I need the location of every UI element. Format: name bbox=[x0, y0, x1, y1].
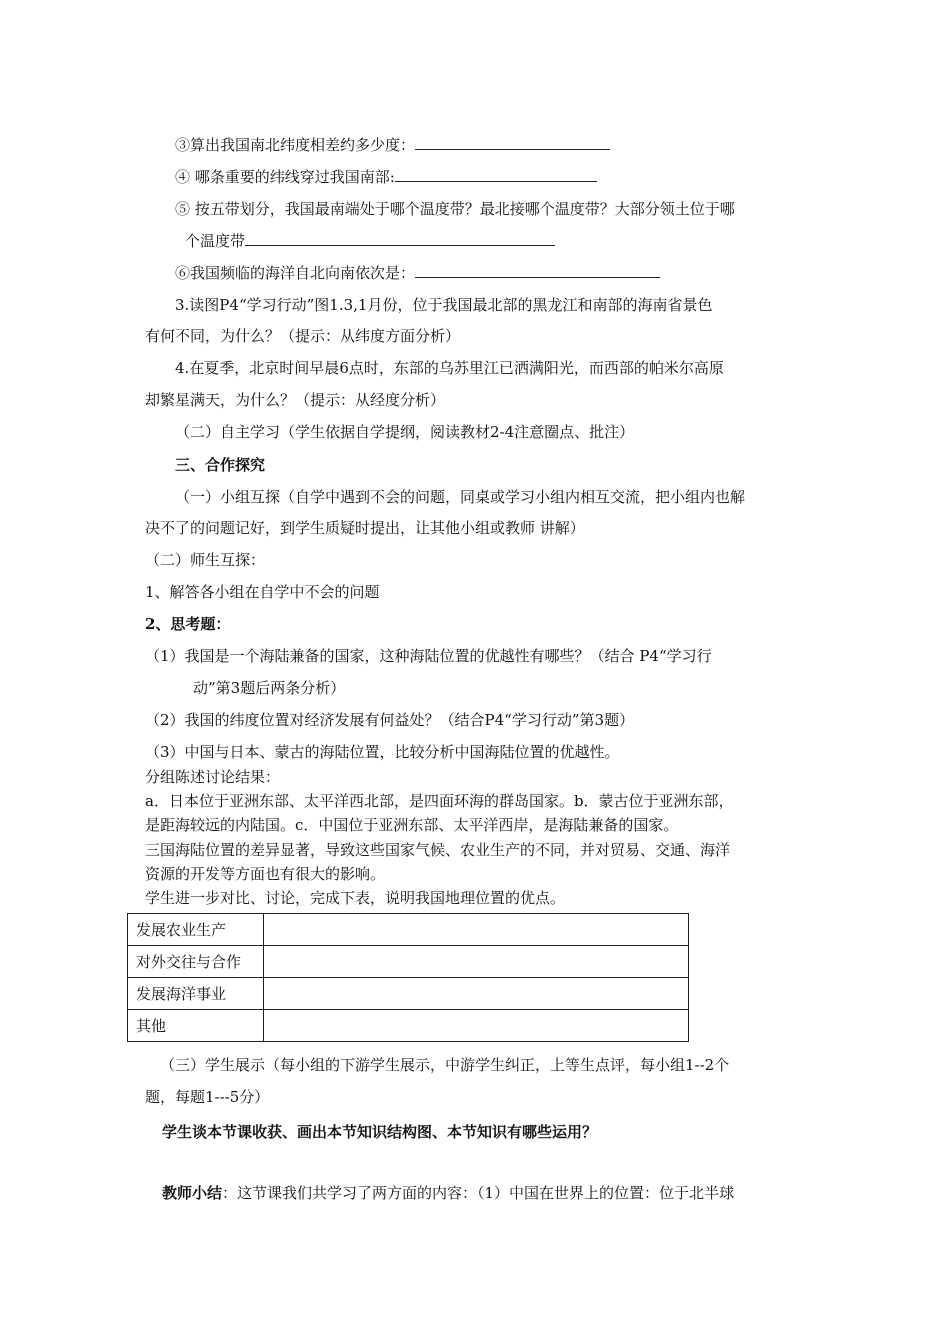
teacher-student: （二）师生互探： bbox=[145, 551, 266, 569]
table-row bbox=[128, 914, 689, 946]
table-cell-label: 发展海洋事业 bbox=[128, 978, 264, 1010]
table-row bbox=[128, 946, 689, 978]
question-6-text: ⑥我国频临的海洋自北向南依次是： bbox=[175, 264, 416, 282]
harvest-heading: 学生谈本节课收获、画出本节知识结构图、本节知识有哪些运用？ bbox=[162, 1123, 598, 1141]
result-line1: a．日本位于亚洲东部、太平洋西北部，是四面环海的群岛国家。b．蒙古位于亚洲东部， bbox=[145, 792, 734, 810]
table-cell-blank bbox=[264, 914, 689, 946]
table-cell-label: 对外交往与合作 bbox=[128, 946, 264, 978]
item-3-line2: 有何不同，为什么？（提示：从纬度方面分析） bbox=[145, 327, 461, 345]
question-4 bbox=[175, 167, 597, 187]
table-cell-blank bbox=[264, 978, 689, 1010]
question-5-line2 bbox=[185, 231, 555, 251]
question-3 bbox=[175, 135, 610, 155]
answer-blank bbox=[245, 231, 555, 246]
question-6 bbox=[175, 263, 660, 283]
table-cell-label: 其他 bbox=[128, 1010, 264, 1042]
item-4-line2: 却繁星满天，为什么？（提示：从经度分析） bbox=[145, 391, 446, 409]
think-2: （2）我国的纬度位置对经济发展有何益处？（结合P4“学习行动”第3题） bbox=[145, 711, 635, 729]
question-3-text: ③算出我国南北纬度相差约多少度： bbox=[175, 136, 416, 154]
further-instruction: 学生进一步对比、讨论，完成下表，说明我国地理位置的优点。 bbox=[145, 889, 566, 907]
show-line1: （三）学生展示（每小组的下游学生展示，中游学生纠正，上等生点评，每小组1--2个 bbox=[160, 1056, 730, 1074]
question-4-text: ④ 哪条重要的纬线穿过我国南部: bbox=[175, 168, 395, 186]
question-5-text: 个温度带 bbox=[185, 232, 246, 250]
table-cell-blank bbox=[264, 946, 689, 978]
answer-blank bbox=[395, 167, 597, 182]
answer-blank bbox=[415, 263, 660, 278]
result-line2: 是距海较远的内陆国。c．中国位于亚洲东部、太平洋西岸，是海陆兼备的国家。 bbox=[145, 816, 679, 834]
table-cell-blank bbox=[264, 1010, 689, 1042]
difference-line1: 三国海陆位置的差异显著，导致这些国家气候、农业生产的不同，并对贸易、交通、海洋 bbox=[145, 841, 731, 859]
advantage-table bbox=[127, 913, 689, 1042]
difference-line2: 资源的开发等方面也有很大的影响。 bbox=[145, 865, 386, 883]
question-5-line1: ⑤ 按五带划分，我国最南端处于哪个温度带？最北接哪个温度带？大部分领土位于哪 bbox=[175, 200, 735, 218]
show-line2: 题，每题1---5分） bbox=[145, 1088, 270, 1106]
answer-blank bbox=[415, 135, 610, 150]
table-row bbox=[128, 978, 689, 1010]
table-cell-label: 发展农业生产 bbox=[128, 914, 264, 946]
teacher-summary bbox=[162, 1183, 734, 1203]
table-row bbox=[128, 1010, 689, 1042]
think-1-line2: 动”第3题后两条分析） bbox=[193, 679, 346, 697]
summary-label: 教师小结 bbox=[162, 1184, 223, 1202]
think-heading: 2、思考题： bbox=[145, 615, 231, 633]
think-1-line1: （1）我国是一个海陆兼备的国家，这种海陆位置的优越性有哪些？（结合 P4“学习行 bbox=[145, 647, 712, 665]
section-heading: 三、合作探究 bbox=[175, 456, 266, 474]
think-3: （3）中国与日本、蒙古的海陆位置，比较分析中国海陆位置的优越性。 bbox=[145, 743, 620, 761]
item-3-line1: 3.读图P4“学习行动”图1.3,1月份，位于我国最北部的黑龙江和南部的海南省景色 bbox=[175, 296, 713, 314]
summary-text: ：这节课我们共学习了两方面的内容：（1）中国在世界上的位置：位于北半球 bbox=[222, 1184, 735, 1202]
self-study: （二）自主学习（学生依据自学提纲，阅读教材2-4注意圈点、批注） bbox=[175, 423, 635, 441]
group-study-line2: 决不了的问题记好，到学生质疑时提出，让其他小组或教师 讲解） bbox=[145, 519, 585, 537]
group-study-line1: （一）小组互探（自学中遇到不会的问题，同桌或学习小组内相互交流，把小组内也解 bbox=[175, 488, 746, 506]
item-4-line1: 4.在夏季，北京时间早晨6点时，东部的乌苏里江已洒满阳光，而西部的帕米尔高原 bbox=[175, 359, 724, 377]
answer-questions: 1、解答各小组在自学中不会的问题 bbox=[145, 583, 380, 601]
report-label: 分组陈述讨论结果： bbox=[145, 768, 281, 786]
